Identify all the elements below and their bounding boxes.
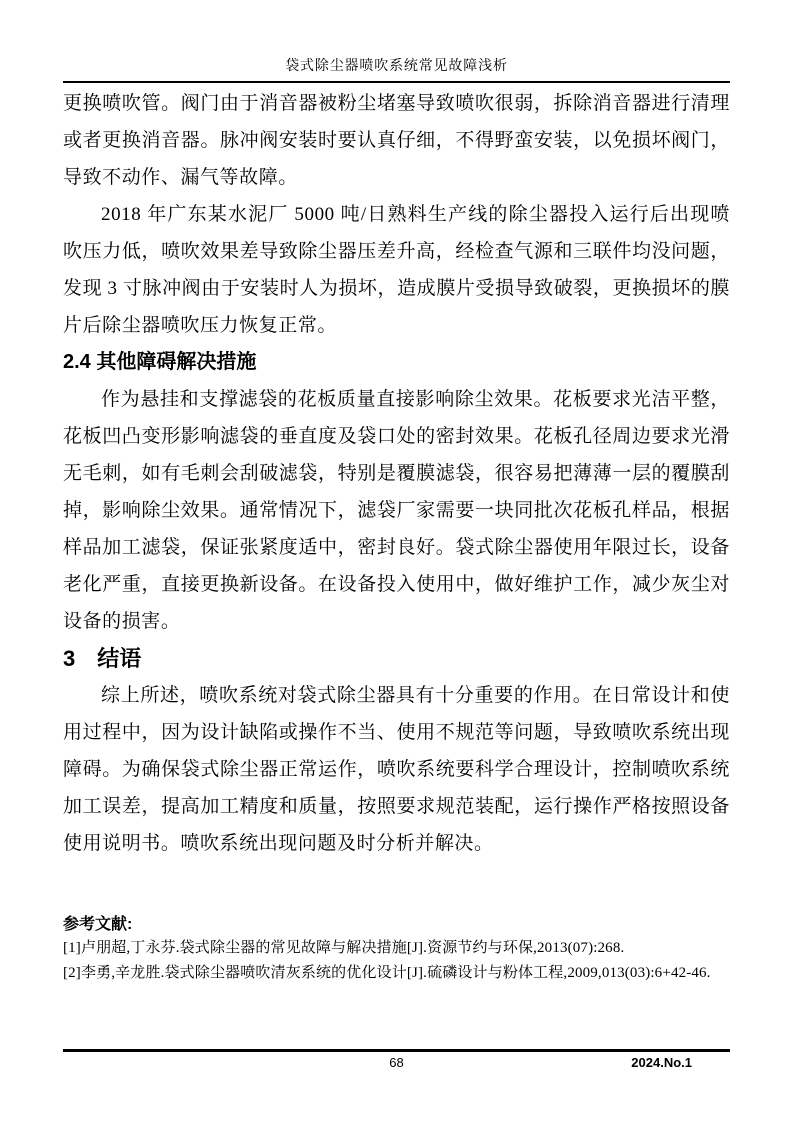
section-heading-3-conclusion: 3 结语	[63, 646, 142, 671]
page-footer	[63, 1049, 730, 1071]
page-header	[0, 0, 793, 83]
paragraph-continuation: 更换喷吹管。阀门由于消音器被粉尘堵塞导致喷吹很弱，拆除消音器进行清理或者更换消音器。脉冲阀安装时要认真仔细，不得野蛮安装，以免损坏阀门，导致不动作、漏气等故障。	[63, 93, 730, 188]
page-content	[63, 83, 730, 986]
reference-item-1: [1]卢朋超,丁永芬.袋式除尘器的常见故障与解决措施[J].资源节约与环保,2013(07):268.	[63, 940, 625, 956]
paragraph-case-study: 2018 年广东某水泥厂 5000 吨/日熟料生产线的除尘器投入运行后出现喷吹压力低，喷吹效果差导致除尘器压差升高，经检查气源和三联件均没问题，发现 3 寸脉冲阀由于安装时人为损坏，造成膜片受损导致破裂，更换损坏的膜片后除尘器喷吹压力恢复正常。	[63, 204, 730, 336]
paragraph-conclusion: 综上所述，喷吹系统对袋式除尘器具有十分重要的作用。在日常设计和使用过程中，因为设计缺陷或操作不当、使用不规范等问题，导致喷吹系统出现障碍。为确保袋式除尘器正常运作，喷吹系统要科学合理设计，控制喷吹系统加工误差，提高加工精度和质量，按照要求规范装配，运行操作严格按照设备使用说明书。喷吹系统出现问题及时分析并解决。	[63, 685, 730, 854]
references-section	[63, 914, 730, 986]
issue-label: 2024.No.1	[631, 1055, 692, 1070]
reference-item-2: [2]李勇,辛龙胜.袋式除尘器喷吹清灰系统的优化设计[J].硫磷设计与粉体工程,2009,013(03):6+42-46.	[63, 965, 711, 981]
footer-row	[63, 1055, 730, 1071]
page-number: 68	[389, 1055, 404, 1070]
paragraph-other-measures: 作为悬挂和支撑滤袋的花板质量直接影响除尘效果。花板要求光洁平整，花板凹凸变形影响滤袋的垂直度及袋口处的密封效果。花板孔径周边要求光滑无毛刺，如有毛刺会刮破滤袋，特别是覆膜滤袋，很容易把薄薄一层的覆膜刮掉，影响除尘效果。通常情况下，滤袋厂家需要一块同批次花板孔样品，根据样品加工滤袋，保证张紧度适中，密封良好。袋式除尘器使用年限过长，设备老化严重，直接更换新设备。在设备投入使用中，做好维护工作，减少灰尘对设备的损害。	[63, 389, 730, 632]
footer-rule	[63, 1049, 730, 1052]
references-heading: 参考文献:	[63, 916, 133, 933]
section-heading-2-4: 2.4 其他障碍解决措施	[63, 351, 257, 373]
running-head-title: 袋式除尘器喷吹系统常见故障浅析	[285, 59, 508, 74]
